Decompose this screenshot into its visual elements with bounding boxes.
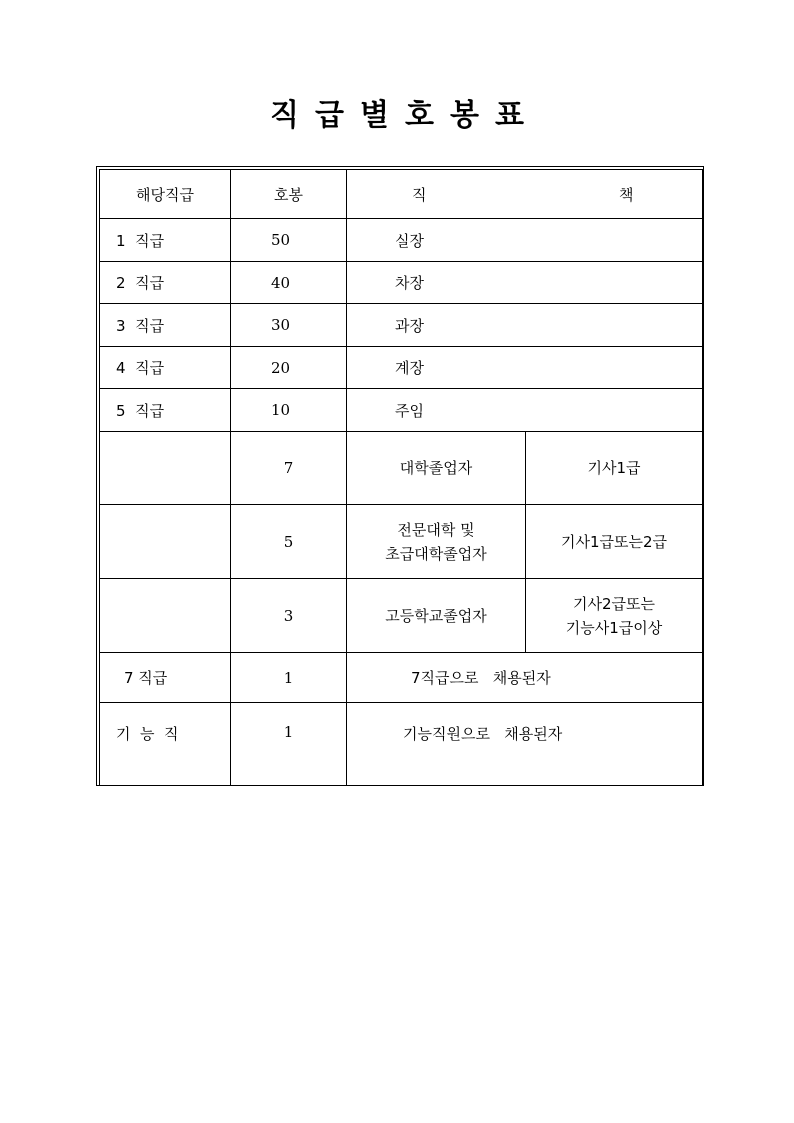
grade-cell <box>100 505 231 579</box>
certificate-line: 기능사1급이상 <box>565 618 663 637</box>
step-cell: 1 <box>231 653 347 703</box>
step-cell: 40 <box>231 262 347 304</box>
education-line: 초급대학졸업자 <box>385 544 487 563</box>
grade-cell: 3 직급 <box>100 304 231 347</box>
table-row <box>100 703 703 786</box>
duty-cell: 기능직원으로 채용된자 <box>347 703 703 786</box>
table-row <box>100 262 703 304</box>
duty-cell: 주임 <box>347 389 703 432</box>
table-row <box>100 347 703 389</box>
table-row <box>100 219 703 262</box>
grade-cell: 2 직급 <box>100 262 231 304</box>
certificate-cell <box>526 432 703 505</box>
education-line: 고등학교졸업자 <box>385 606 487 625</box>
title-char: 급 <box>315 98 345 133</box>
header-row <box>100 170 703 219</box>
step-cell: 30 <box>231 304 347 347</box>
title-char: 봉 <box>449 98 479 133</box>
table-row <box>100 653 703 703</box>
duty-cell: 실장 <box>347 219 703 262</box>
header-grade: 해당직급 <box>100 170 231 219</box>
grade-cell: 4 직급 <box>100 347 231 389</box>
duty-cell: 차장 <box>347 262 703 304</box>
table-row <box>100 432 703 505</box>
title-char: 표 <box>494 98 524 133</box>
grade-cell: 5 직급 <box>100 389 231 432</box>
title-char: 직 <box>270 98 300 133</box>
certificate-line: 기사2급또는 <box>573 594 655 613</box>
grade-cell <box>100 579 231 653</box>
education-line: 전문대학 및 <box>397 520 475 539</box>
table-row <box>100 389 703 432</box>
education-cell <box>347 579 526 653</box>
step-cell: 10 <box>231 389 347 432</box>
certificate-cell <box>526 579 703 653</box>
table-row <box>100 579 703 653</box>
step-cell: 5 <box>231 505 347 579</box>
step-cell: 50 <box>231 219 347 262</box>
title-char: 별 <box>360 98 389 133</box>
header-duty <box>347 170 703 219</box>
education-cell <box>347 505 526 579</box>
step-cell: 1 <box>231 703 347 786</box>
table-row <box>100 505 703 579</box>
grade-cell: 7 직급 <box>100 653 231 703</box>
header-duty-char-1: 직 <box>412 186 427 204</box>
header-duty-char-2: 책 <box>619 186 634 204</box>
step-cell: 7 <box>231 432 347 505</box>
step-cell: 3 <box>231 579 347 653</box>
grade-cell <box>100 432 231 505</box>
step-cell: 20 <box>231 347 347 389</box>
salary-step-table <box>99 169 703 786</box>
page-title <box>0 90 794 134</box>
title-char: 호 <box>405 98 434 133</box>
duty-cell: 과장 <box>347 304 703 347</box>
certificate-cell <box>526 505 703 579</box>
duty-cell: 계장 <box>347 347 703 389</box>
grade-cell: 기 능 직 <box>100 703 231 786</box>
grade-cell: 1 직급 <box>100 219 231 262</box>
certificate-line: 기사1급또는2급 <box>560 532 668 551</box>
education-line: 대학졸업자 <box>399 459 473 477</box>
duty-cell: 7직급으로 채용된자 <box>347 653 703 703</box>
header-step: 호봉 <box>231 170 347 219</box>
table-row <box>100 304 703 347</box>
certificate-line: 기사1급 <box>587 459 641 477</box>
education-cell <box>347 432 526 505</box>
